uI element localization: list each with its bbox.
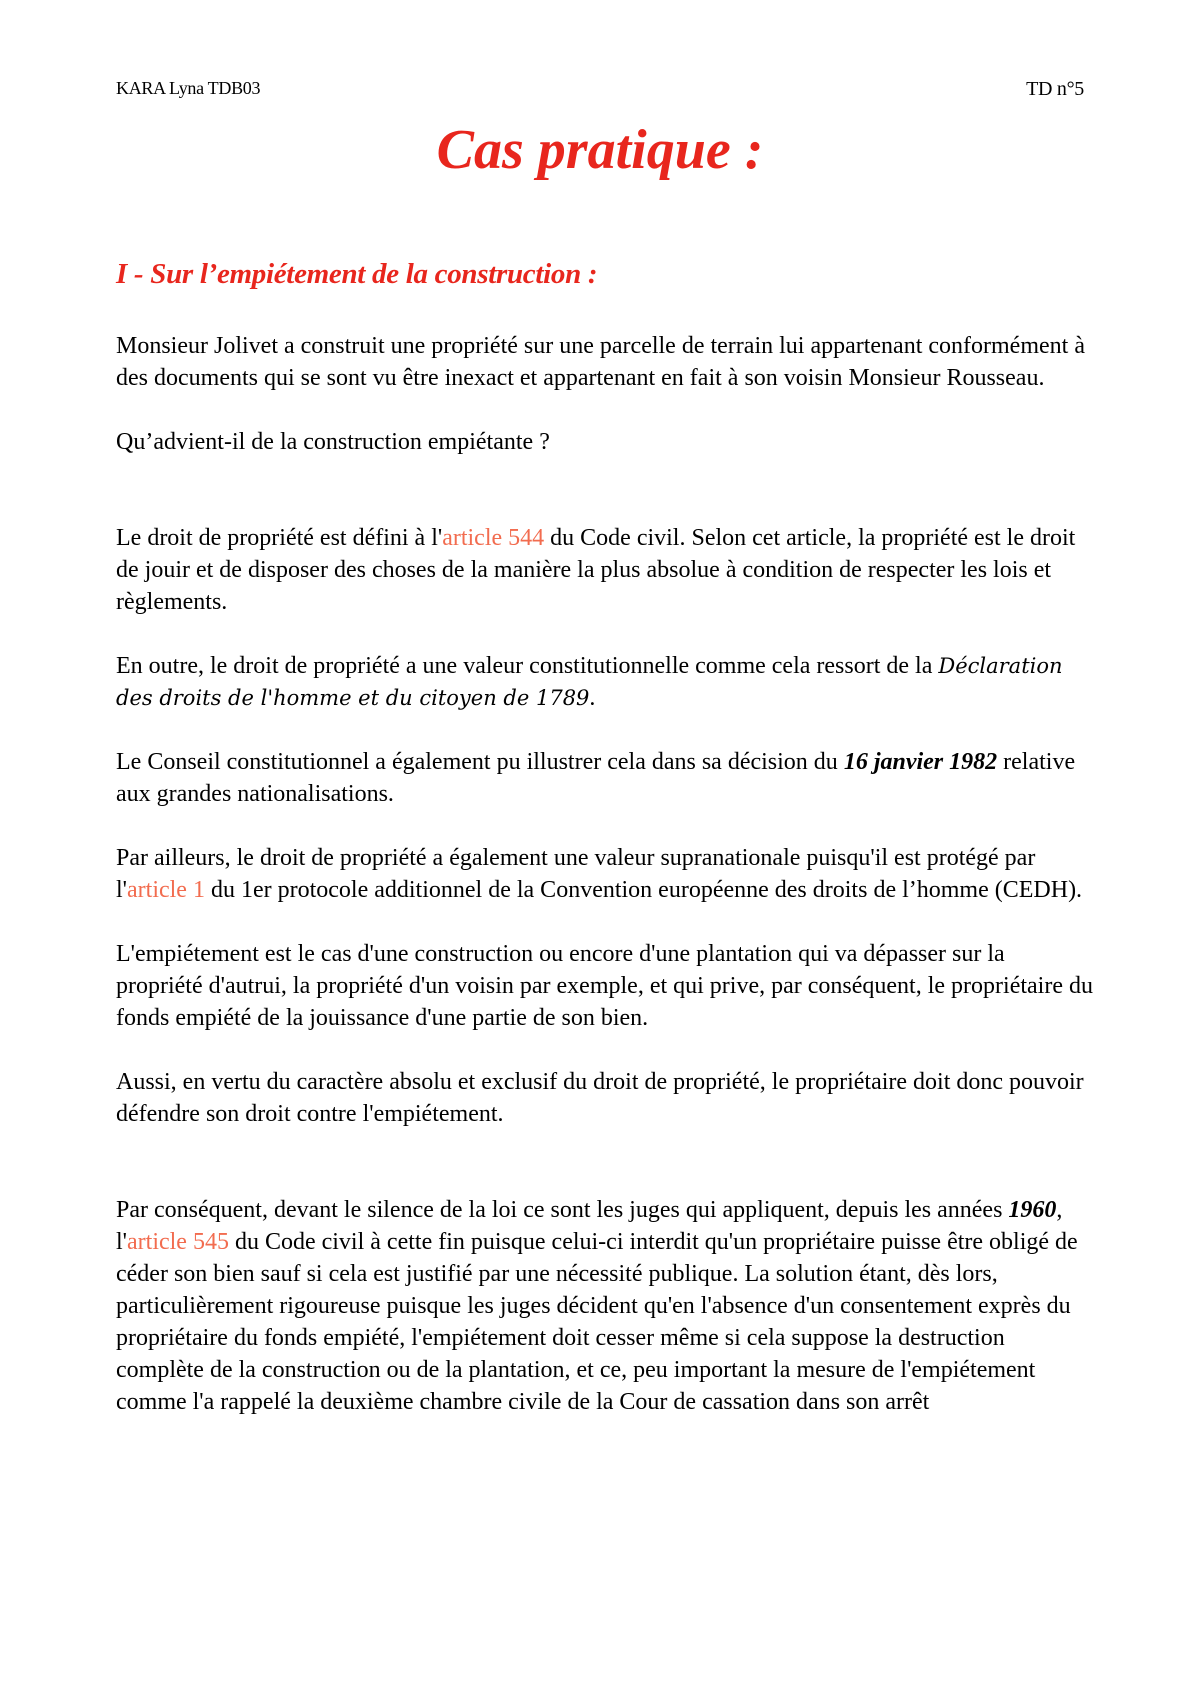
paragraph-definition: L'empiétement est le cas d'une construction ou encore d'une plantation qui va dépasser sur la propriété d'autrui, la propriété d'un voisin par exemple, et qui prive, par conséquent, le propriétaire du fonds empiété de la jouissance d'une partie de son bien. <box>116 941 1093 1031</box>
paragraph-conseil <box>116 746 1096 810</box>
text-segment: , l' <box>116 1197 1063 1255</box>
paragraph-article-544 <box>116 522 1096 618</box>
paragraph-question: Qu’advient-il de la construction empiétante ? <box>116 429 550 455</box>
text-segment: Par ailleurs, le droit de propriété a également une valeur supranationale puisqu'il est protégé par l' <box>116 845 1036 903</box>
decision-date: 16 janvier 1982 <box>843 749 998 775</box>
article-1-link[interactable]: article 1 <box>127 877 205 903</box>
article-545-link[interactable]: article 545 <box>127 1229 229 1255</box>
header-author: KARA Lyna TDB03 <box>116 78 261 98</box>
article-544-link[interactable]: article 544 <box>442 525 545 551</box>
header-td-number: TD n°5 <box>1026 78 1084 100</box>
page-title: Cas pratique : <box>436 119 764 181</box>
year-1960: 1960 <box>1008 1197 1057 1223</box>
text-segment: du Code civil. Selon cet article, la propriété est le droit de jouir et de disposer des choses de la manière la plus absolue à condition de respecter les lois et règlements. <box>116 525 1076 615</box>
text-segment: Par conséquent, devant le silence de la loi ce sont les juges qui appliquent, depuis les années <box>116 1197 1009 1223</box>
section-heading: I - Sur l’empiétement de la construction : <box>116 258 598 290</box>
text-segment: Le Conseil constitutionnel a également pu illustrer cela dans sa décision du <box>116 749 844 775</box>
text-segment: En outre, le droit de propriété a une valeur constitutionnelle comme cela ressort de la <box>116 653 939 679</box>
paragraph-facts: Monsieur Jolivet a construit une propriété sur une parcelle de terrain lui appartenant conformément à des documents qui se sont vu être inexact et appartenant en fait à son voisin Monsieur Rousseau. <box>116 333 1085 391</box>
document-body <box>116 330 1096 1418</box>
text-segment: relative aux grandes nationalisations. <box>116 749 1076 807</box>
paragraph-constitutional <box>116 650 1096 714</box>
paragraph-article-545 <box>116 1194 1096 1418</box>
paragraph-supranational <box>116 842 1096 906</box>
declaration-reference: Déclaration des droits de l'homme et du citoyen de 1789 <box>116 654 1063 710</box>
text-segment: du 1er protocole additionnel de la Convention européenne des droits de l’homme (CEDH). <box>204 877 1083 903</box>
text-segment: Le droit de propriété est défini à l' <box>116 525 443 551</box>
text-segment: . <box>589 685 596 711</box>
paragraph-defense: Aussi, en vertu du caractère absolu et exclusif du droit de propriété, le propriétaire doit donc pouvoir défendre son droit contre l'empiétement. <box>116 1069 1084 1127</box>
text-segment: du Code civil à cette fin puisque celui-ci interdit qu'un propriétaire puisse être obligé de céder son bien sauf si cela est justifié par une nécessité publique. La solution étant, dès lors, particulièrement rigoureuse puisque les juges décident qu'en l'absence d'un consentement exprès du propriétaire du fonds empiété, l'empiétement doit cesser même si cela suppose la destruction complète de la construction ou de la plantation, et ce, peu important la mesure de l'empiétement comme l'a rappelé la deuxième chambre civile de la Cour de cassation dans son arrêt <box>116 1229 1078 1415</box>
